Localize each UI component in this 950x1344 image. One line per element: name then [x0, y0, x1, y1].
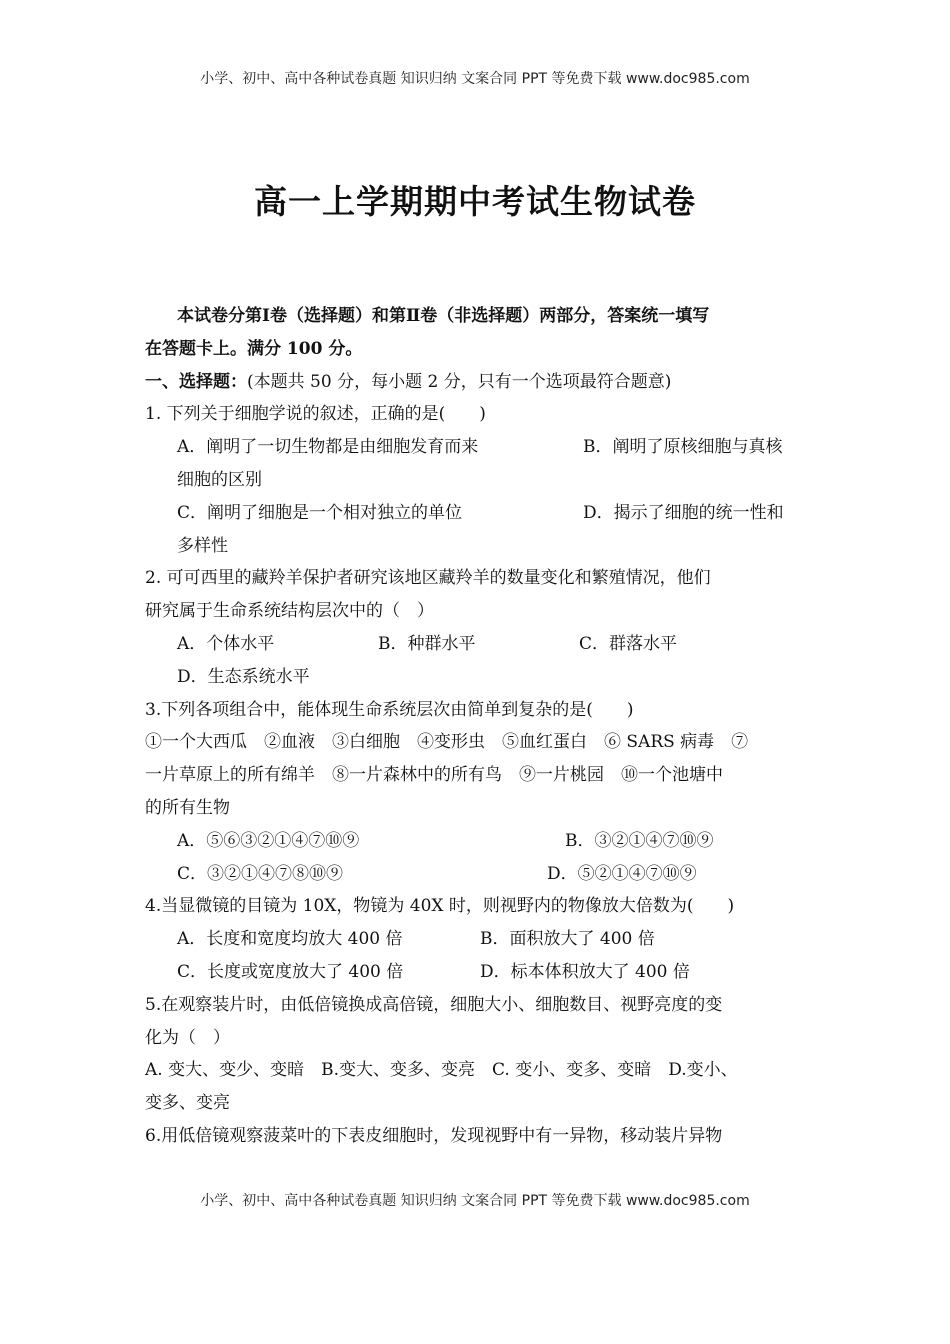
q4-option-a: A．长度和宽度均放大 400 倍	[177, 929, 403, 950]
q2-option-a: A．个体水平	[177, 633, 275, 654]
q4-options-row-1	[145, 923, 810, 956]
intro-line-1: 本试卷分第Ⅰ卷（选择题）和第Ⅱ卷（非选择题）两部分，答案统一填写	[177, 306, 710, 326]
q4-option-d: D．标本体积放大了 400 倍	[480, 961, 690, 982]
section-description: (本题共 50 分，每小题 2 分，只有一个选项最符合题意)	[247, 371, 672, 392]
q2-stem-line-2: 研究属于生命系统结构层次中的（ ）	[145, 601, 434, 622]
q3-option-c: C．③②①④⑦⑧⑩⑨	[177, 863, 344, 884]
q3-items-line-2: 一片草原上的所有绵羊 ⑧一片森林中的所有鸟 ⑨一片桃园 ⑩一个池塘中	[145, 765, 723, 786]
page-footer: 小学、初中、高中各种试卷真题 知识归纳 文案合同 PPT 等免费下载 www.doc985.com	[200, 1193, 750, 1209]
q2-option-b: B．种群水平	[378, 633, 476, 654]
q5-stem-line-1: 5.在观察装片时，由低倍镜换成高倍镜，细胞大小、细胞数目、视野亮度的变	[145, 994, 723, 1015]
section-label: 一、选择题：	[145, 371, 247, 392]
q3-options-row-2	[145, 858, 810, 891]
q5-options: A. 变大、变少、变暗 B.变大、变多、变亮 C. 变小、变多、变暗 D.变小、	[145, 1060, 738, 1081]
section-heading	[145, 366, 810, 399]
intro-line-2: 在答题卡上。满分 100 分。	[145, 338, 363, 359]
q3-stem: 3.下列各项组合中，能体现生命系统层次由简单到复杂的是( )	[145, 699, 634, 720]
q1-options-row-1	[145, 431, 810, 464]
q4-option-c: C．长度或宽度放大了 400 倍	[177, 961, 404, 982]
q4-stem: 4.当显微镜的目镜为 10X，物镜为 40X 时，则视野内的物像放大倍数为( )	[145, 896, 735, 917]
q1-option-a: A．阐明了一切生物都是由细胞发育而来	[177, 437, 479, 458]
page-header: 小学、初中、高中各种试卷真题 知识归纳 文案合同 PPT 等免费下载 www.doc985.com	[200, 71, 750, 87]
q1-option-b-continued: 细胞的区别	[177, 469, 262, 490]
q4-option-b: B．面积放大了 400 倍	[480, 929, 655, 950]
q1-option-d-continued: 多样性	[177, 535, 228, 556]
q1-options-row-2	[145, 497, 810, 530]
exam-body	[145, 300, 810, 1153]
q3-items-line-3: 的所有生物	[145, 797, 230, 818]
q3-option-a: A．⑤⑥③②①④⑦⑩⑨	[177, 830, 360, 851]
q2-option-d: D．生态系统水平	[177, 666, 310, 687]
q1-option-d: D．揭示了细胞的统一性和	[583, 502, 784, 523]
q4-options-row-2	[145, 956, 810, 989]
q5-options-continued: 变多、变亮	[145, 1093, 230, 1114]
q3-option-d: D．⑤②①④⑦⑩⑨	[547, 863, 697, 884]
q1-option-c: C．阐明了细胞是一个相对独立的单位	[177, 502, 463, 523]
page-title: 高一上学期期中考试生物试卷	[254, 182, 696, 221]
q2-options-row	[145, 628, 810, 661]
q3-options-row-1	[145, 825, 810, 858]
q2-option-c: C．群落水平	[579, 633, 678, 654]
q1-option-b: B．阐明了原核细胞与真核	[583, 437, 783, 458]
q2-stem-line-1: 2. 可可西里的藏羚羊保护者研究该地区藏羚羊的数量变化和繁殖情况，他们	[145, 568, 711, 589]
q5-stem-line-2: 化为（ ）	[145, 1027, 230, 1048]
q3-items-line-1: ①一个大西瓜 ②血液 ③白细胞 ④变形虫 ⑤血红蛋白 ⑥ SARS 病毒 ⑦	[145, 732, 749, 753]
q3-option-b: B．③②①④⑦⑩⑨	[565, 830, 714, 851]
q1-stem: 1. 下列关于细胞学说的叙述，正确的是( )	[145, 404, 486, 425]
q6-stem: 6.用低倍镜观察菠菜叶的下表皮细胞时，发现视野中有一异物，移动装片异物	[145, 1125, 723, 1146]
